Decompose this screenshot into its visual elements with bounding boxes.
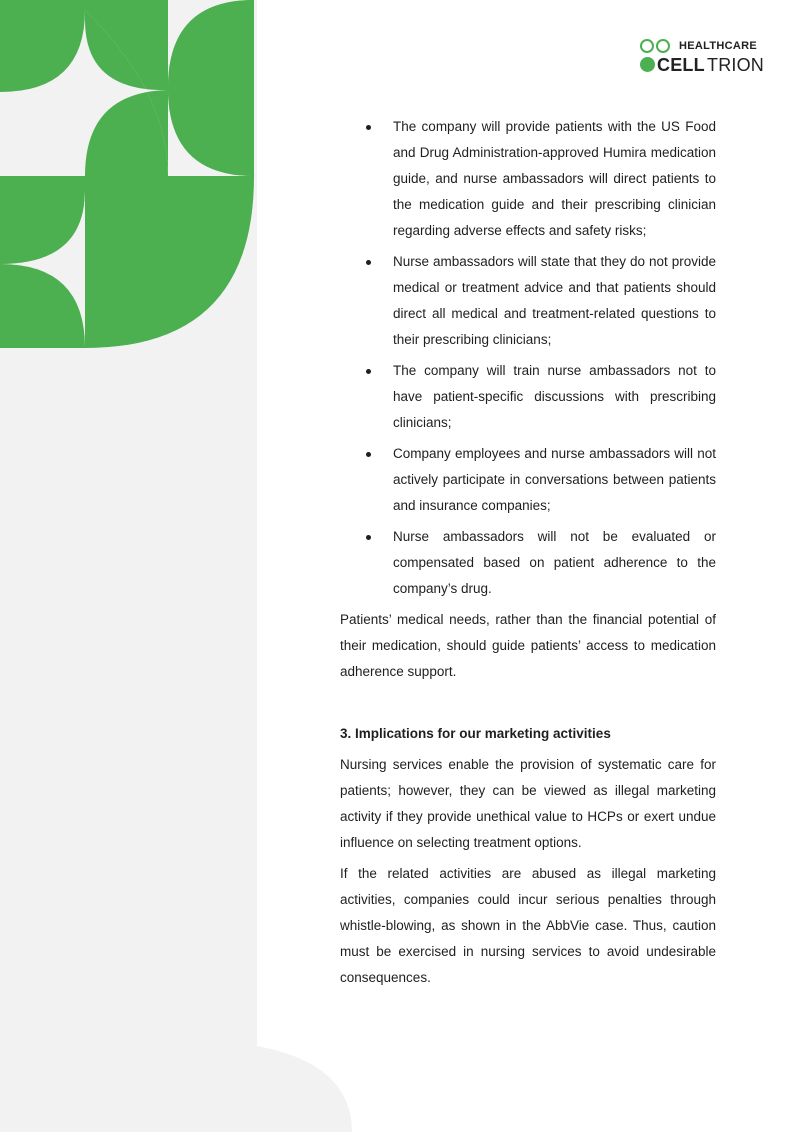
logo-ring-icon <box>640 39 654 53</box>
list-item: Nurse ambassadors will not be evaluated or compensated based on patient adherence to the company’s drug. <box>340 524 716 602</box>
logo-top-row <box>640 38 770 54</box>
bullet-icon <box>366 535 371 540</box>
list-item: The company will provide patients with the US Food and Drug Administration-approved Humira medication guide, and nurse ambassadors will direct patients to the medication guide and their prescribing clinician regarding adverse effects and safety risks; <box>340 114 716 244</box>
paragraph-whistle-blowing: If the related activities are abused as illegal marketing activities, companies could incur serious penalties through whistle-blowing, as shown in the AbbVie case. Thus, caution must be exercised in nursing services to avoid undesirable consequences. <box>340 866 716 985</box>
logo-healthcare-text: HEALTHCARE <box>679 40 757 52</box>
section-spacer <box>340 690 716 721</box>
logo-bottom-row <box>640 55 770 75</box>
document-body <box>340 114 716 996</box>
list-item: Company employees and nurse ambassadors will not actively participate in conversations between patients and insurance companies; <box>340 441 716 519</box>
bullet-icon <box>366 452 371 457</box>
bullet-icon <box>366 260 371 265</box>
paragraph-medical-needs: Patients’ medical needs, rather than the financial potential of their medication, should guide patients’ access to medication adherence support. <box>340 612 716 679</box>
logo-dot-icon <box>640 57 655 72</box>
bottom-gray-shape <box>180 1040 352 1132</box>
celltrion-healthcare-logo <box>640 38 770 74</box>
list-item: The company will train nurse ambassadors not to have patient-specific discussions with prescribing clinicians; <box>340 358 716 436</box>
paragraph-nursing-services: Nursing services enable the provision of systematic care for patients; however, they can be viewed as illegal marketing activity if they provide unethical value to HCPs or exert undue influence on selecting treatment options. <box>340 757 716 850</box>
list-item: Nurse ambassadors will state that they do not provide medical or treatment advice and that patients should direct all medical and treatment-related questions to their prescribing clinicians; <box>340 249 716 353</box>
green-shape-top-left <box>0 0 85 92</box>
bullet-icon <box>366 369 371 374</box>
logo-trion-text: TRION <box>707 55 764 75</box>
green-shape-top-right-fill <box>168 0 254 176</box>
logo-cell-text: CELL <box>657 55 705 75</box>
decorative-green-shapes <box>0 0 256 350</box>
bullet-icon <box>366 125 371 130</box>
logo-ring-icon <box>656 39 670 53</box>
commitment-list <box>340 114 716 602</box>
green-shape-bottom-right <box>85 176 254 348</box>
section-heading: 3. Implications for our marketing activities <box>340 726 611 741</box>
